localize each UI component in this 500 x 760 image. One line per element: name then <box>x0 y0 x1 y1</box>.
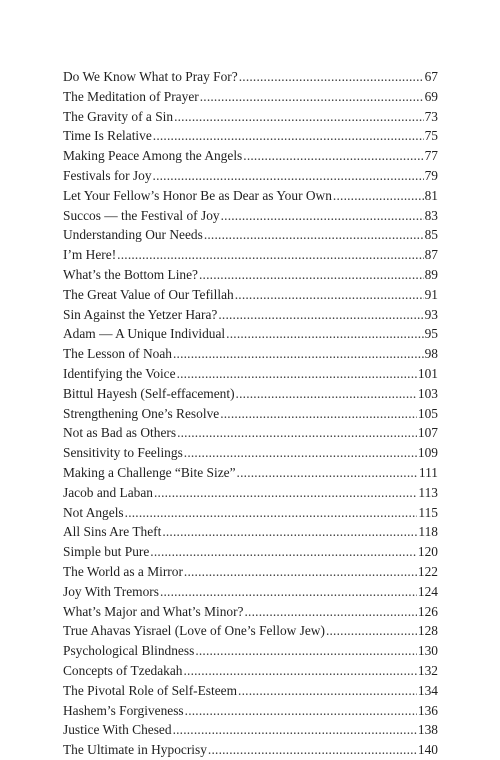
toc-entry-title: The World as a Mirror <box>63 563 183 579</box>
toc-entry-page-number: 134 <box>417 682 438 698</box>
toc-entry-title: Justice With Chesed <box>63 722 172 738</box>
toc-entry-page-number: 93 <box>424 306 438 322</box>
toc-entry-title: Understanding Our Needs <box>63 227 203 243</box>
toc-entry-leader-dots <box>239 67 424 87</box>
toc-entry-page-number: 140 <box>417 742 438 758</box>
toc-entry <box>63 443 438 463</box>
toc-entry-title: The Pivotal Role of Self-Esteem <box>63 682 238 698</box>
toc-entry-page-number: 130 <box>417 643 438 659</box>
toc-entry <box>63 503 438 523</box>
toc-entry <box>63 621 438 641</box>
toc-entry-page-number: 115 <box>418 504 438 520</box>
toc-entry-leader-dots <box>150 542 417 562</box>
toc-entry-title: Psychological Blindness <box>63 643 195 659</box>
toc-entry-title: All Sins Are Theft <box>63 524 162 540</box>
toc-entry-leader-dots <box>174 107 424 127</box>
toc-entry-page-number: 109 <box>417 445 438 461</box>
toc-entry-page-number: 67 <box>424 69 438 84</box>
toc-entry-title: The Ultimate in Hypocrisy <box>63 742 207 758</box>
toc-entry <box>63 146 438 166</box>
toc-entry <box>63 602 438 622</box>
toc-entry-page-number: 77 <box>424 148 438 164</box>
toc-entry-title: True Ahavas Yisrael (Love of One’s Fellow Jew) <box>63 623 325 639</box>
toc-entry-leader-dots <box>117 245 423 265</box>
toc-entry-title: The Meditation of Prayer <box>63 88 199 104</box>
toc-entry <box>63 681 438 701</box>
toc-entry-leader-dots <box>153 126 424 146</box>
toc-entry-page-number: 95 <box>424 326 438 342</box>
toc-entry-leader-dots <box>226 324 423 344</box>
toc-entry <box>63 225 438 245</box>
toc-entry <box>63 166 438 186</box>
toc-entry-title: The Gravity of a Sin <box>63 108 174 124</box>
toc-entry-title: Strengthening One’s Resolve <box>63 405 220 421</box>
toc-entry-title: The Great Value of Our Tefillah <box>63 286 234 302</box>
toc-entry <box>63 245 438 265</box>
toc-entry-page-number: 118 <box>418 524 438 540</box>
toc-entry <box>63 483 438 503</box>
toc-entry-leader-dots <box>154 483 417 503</box>
toc-entry <box>63 305 438 325</box>
toc-entry <box>63 404 438 424</box>
toc-entry-title: Concepts of Tzedakah <box>63 662 183 678</box>
toc-entry-title: Identifying the Voice <box>63 365 176 381</box>
toc-entry <box>63 661 438 681</box>
toc-entry-page-number: 120 <box>417 544 438 560</box>
toc-entry <box>63 522 438 542</box>
toc-entry-title: Sin Against the Yetzer Hara? <box>63 306 218 322</box>
toc-entry-leader-dots <box>183 661 416 681</box>
toc-entry-title: Let Your Fellow’s Honor Be as Dear as Your Own <box>63 187 332 203</box>
toc-entry-page-number: 81 <box>424 187 438 203</box>
toc-entry-title: Adam — A Unique Individual <box>63 326 226 342</box>
toc-entry-leader-dots <box>160 582 417 602</box>
toc-entry-page-number: 101 <box>417 365 438 381</box>
toc-entry-leader-dots <box>333 186 424 206</box>
toc-entry-leader-dots <box>199 265 424 285</box>
toc-entry <box>63 582 438 602</box>
toc-entry-leader-dots <box>243 146 423 166</box>
toc-entry-leader-dots <box>177 364 417 384</box>
toc-entry-title: Time Is Relative <box>63 128 152 144</box>
toc-entry-leader-dots <box>236 384 417 404</box>
toc-entry-leader-dots <box>221 206 424 226</box>
toc-entry <box>63 463 438 483</box>
toc-entry-page-number: 73 <box>424 108 438 124</box>
toc-entry-title: The Lesson of Noah <box>63 346 172 362</box>
toc-entry-page-number: 107 <box>417 425 438 441</box>
toc-entry-page-number: 136 <box>417 702 438 718</box>
toc-entry <box>63 562 438 582</box>
toc-entry-leader-dots <box>162 522 417 542</box>
toc-entry-leader-dots <box>204 225 424 245</box>
toc-entry-leader-dots <box>173 720 417 740</box>
toc-entry-page-number: 89 <box>424 266 438 282</box>
toc-entry-page-number: 69 <box>424 88 438 104</box>
toc-entry <box>63 87 438 107</box>
toc-entry-leader-dots <box>220 404 417 424</box>
toc-entry-leader-dots <box>185 701 417 721</box>
toc-entry-page-number: 128 <box>417 623 438 639</box>
toc-entry <box>63 344 438 364</box>
toc-entry-title: Do We Know What to Pray For? <box>63 69 238 84</box>
table-of-contents <box>63 67 438 760</box>
toc-entry-page-number: 122 <box>417 563 438 579</box>
toc-entry-page-number: 138 <box>417 722 438 738</box>
toc-entry-title: Succos — the Festival of Joy <box>63 207 220 223</box>
toc-entry-title: Not as Bad as Others <box>63 425 177 441</box>
toc-entry-title: Making a Challenge “Bite Size” <box>63 464 236 480</box>
toc-entry <box>63 641 438 661</box>
toc-entry-page-number: 79 <box>424 167 438 183</box>
toc-entry-leader-dots <box>235 285 424 305</box>
toc-entry <box>63 542 438 562</box>
toc-entry-title: Hashem’s Forgiveness <box>63 702 184 718</box>
toc-entry-leader-dots <box>218 305 423 325</box>
toc-entry-page-number: 105 <box>417 405 438 421</box>
toc-entry-leader-dots <box>184 562 417 582</box>
toc-entry-page-number: 87 <box>424 247 438 263</box>
toc-entry-page-number: 83 <box>424 207 438 223</box>
toc-entry-page-number: 103 <box>417 385 438 401</box>
toc-entry-title: Not Angels <box>63 504 124 520</box>
toc-entry-leader-dots <box>238 681 417 701</box>
toc-entry-title: Festivals for Joy <box>63 167 152 183</box>
toc-entry <box>63 67 438 87</box>
toc-entry-title: What’s Major and What’s Minor? <box>63 603 244 619</box>
toc-entry-title: Joy With Tremors <box>63 583 159 599</box>
toc-entry <box>63 720 438 740</box>
toc-entry <box>63 126 438 146</box>
toc-entry-page-number: 85 <box>424 227 438 243</box>
toc-entry-title: Simple but Pure <box>63 544 150 560</box>
toc-entry <box>63 384 438 404</box>
toc-entry-page-number: 98 <box>424 346 438 362</box>
toc-entry-page-number: 111 <box>418 464 438 480</box>
toc-entry-title: Bittul Hayesh (Self-effacement) <box>63 385 235 401</box>
toc-entry-page-number: 124 <box>417 583 438 599</box>
toc-entry-leader-dots <box>237 463 418 483</box>
toc-entry-leader-dots <box>326 621 417 641</box>
toc-entry-page-number: 113 <box>418 484 438 500</box>
toc-entry <box>63 107 438 127</box>
toc-entry-title: Jacob and Laban <box>63 484 153 500</box>
toc-entry-page-number: 126 <box>417 603 438 619</box>
toc-entry <box>63 423 438 443</box>
toc-entry-leader-dots <box>153 166 424 186</box>
toc-entry-leader-dots <box>245 602 417 622</box>
toc-entry <box>63 364 438 384</box>
toc-entry <box>63 285 438 305</box>
toc-entry-leader-dots <box>173 344 424 364</box>
toc-entry-leader-dots <box>200 87 424 107</box>
toc-entry-title: What’s the Bottom Line? <box>63 266 198 282</box>
toc-entry-title: I’m Here! <box>63 247 117 263</box>
toc-entry-leader-dots <box>125 503 418 523</box>
toc-entry <box>63 265 438 285</box>
toc-entry <box>63 701 438 721</box>
toc-entry-page-number: 132 <box>417 662 438 678</box>
toc-entry-title: Making Peace Among the Angels <box>63 148 243 164</box>
toc-entry-title: Sensitivity to Feelings <box>63 445 183 461</box>
toc-entry-page-number: 91 <box>424 286 438 302</box>
toc-entry-leader-dots <box>184 443 417 463</box>
toc-entry <box>63 324 438 344</box>
toc-entry <box>63 206 438 226</box>
toc-entry <box>63 186 438 206</box>
toc-entry-leader-dots <box>195 641 417 661</box>
toc-entry-leader-dots <box>177 423 417 443</box>
toc-entry-page-number: 75 <box>424 128 438 144</box>
